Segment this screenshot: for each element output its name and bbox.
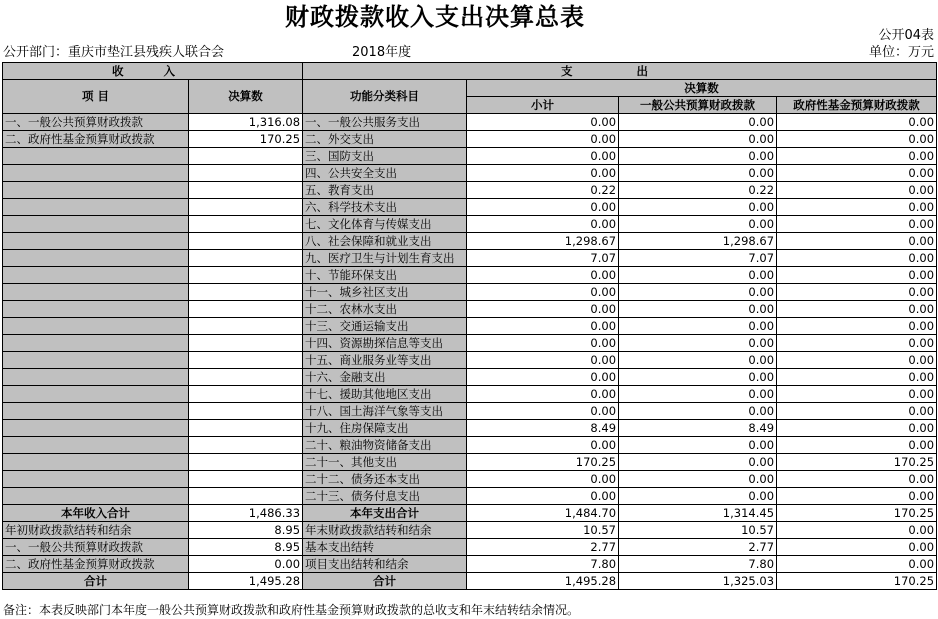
- grand-total-subtotal: 1,495.28: [467, 573, 619, 590]
- final-amount-header: 决算数: [189, 80, 303, 114]
- income-amount: 1,316.08: [189, 114, 303, 131]
- end-carryover-subtotal: 10.57: [467, 522, 619, 539]
- expense-general-budget: 0.00: [619, 437, 777, 454]
- income-item: [3, 284, 189, 301]
- table-row: [3, 199, 937, 216]
- expense-subtotal: 0.22: [467, 182, 619, 199]
- expense-category: 二十一、其他支出: [303, 454, 467, 471]
- basic-carryover-subtotal: 2.77: [467, 539, 619, 556]
- expense-category: 十三、交通运输支出: [303, 318, 467, 335]
- expense-gov-fund: 0.00: [777, 216, 937, 233]
- expense-subtotal: 0.00: [467, 386, 619, 403]
- expense-gov-fund: 0.00: [777, 182, 937, 199]
- begin-fund-value: 0.00: [189, 556, 303, 573]
- expense-gov-fund: 0.00: [777, 403, 937, 420]
- begin-fund-label: 二、政府性基金预算财政拨款: [3, 556, 189, 573]
- expense-general-budget: 0.00: [619, 369, 777, 386]
- income-item: [3, 165, 189, 182]
- expense-gov-fund: 0.00: [777, 284, 937, 301]
- expense-category: 七、文化体育与传媒支出: [303, 216, 467, 233]
- table-row: [3, 386, 937, 403]
- income-item: 一、一般公共预算财政拨款: [3, 114, 189, 131]
- expense-gov-fund: 0.00: [777, 318, 937, 335]
- expense-subtotal: 0.00: [467, 199, 619, 216]
- table-row: [3, 165, 937, 182]
- expense-general-budget: 0.00: [619, 267, 777, 284]
- year-total-row: [3, 505, 937, 522]
- project-carryover-general: 7.80: [619, 556, 777, 573]
- expense-category: 六、科学技术支出: [303, 199, 467, 216]
- expense-subtotal: 0.00: [467, 301, 619, 318]
- fiscal-year: 2018年度: [352, 45, 412, 60]
- department-label: 公开部门：重庆市垫江县残疾人联合会: [3, 45, 225, 60]
- income-item: [3, 420, 189, 437]
- expense-general-budget: 0.00: [619, 471, 777, 488]
- expense-category: 十五、商业服务业等支出: [303, 352, 467, 369]
- expense-general-budget: 0.00: [619, 284, 777, 301]
- income-item: [3, 216, 189, 233]
- expense-gov-fund: 0.00: [777, 267, 937, 284]
- table-row: [3, 284, 937, 301]
- expense-general-budget: 0.00: [619, 318, 777, 335]
- income-item: [3, 386, 189, 403]
- expense-gov-fund: 0.00: [777, 199, 937, 216]
- expense-subtotal: 0.00: [467, 488, 619, 505]
- expense-gov-fund: 0.00: [777, 369, 937, 386]
- expense-general-budget: 0.00: [619, 216, 777, 233]
- grand-total-general: 1,325.03: [619, 573, 777, 590]
- expense-subtotal: 0.00: [467, 267, 619, 284]
- expense-category: 十、节能环保支出: [303, 267, 467, 284]
- year-income-value: 1,486.33: [189, 505, 303, 522]
- expense-category: 五、教育支出: [303, 182, 467, 199]
- income-amount: [189, 420, 303, 437]
- expense-general-budget: 0.00: [619, 352, 777, 369]
- grand-total-fund: 170.25: [777, 573, 937, 590]
- income-header: 收 入: [3, 63, 303, 80]
- expense-general-budget: 1,298.67: [619, 233, 777, 250]
- expense-category: 三、国防支出: [303, 148, 467, 165]
- expense-gov-fund: 0.00: [777, 250, 937, 267]
- table-row: [3, 301, 937, 318]
- income-item: [3, 182, 189, 199]
- year-expense-general: 1,314.45: [619, 505, 777, 522]
- income-item: [3, 471, 189, 488]
- income-item: [3, 403, 189, 420]
- income-amount: [189, 182, 303, 199]
- expense-subtotal: 0.00: [467, 114, 619, 131]
- carryover-row: [3, 522, 937, 539]
- subtotal-header: 小计: [467, 97, 619, 114]
- func-category-header: 功能分类科目: [303, 80, 467, 114]
- table-row: [3, 233, 937, 250]
- expense-category: 十四、资源勘探信息等支出: [303, 335, 467, 352]
- expense-general-budget: 0.00: [619, 454, 777, 471]
- income-amount: [189, 454, 303, 471]
- general-budget-header: 一般公共预算财政拨款: [619, 97, 777, 114]
- income-amount: [189, 301, 303, 318]
- expense-gov-fund: 0.00: [777, 386, 937, 403]
- income-amount: [189, 267, 303, 284]
- expense-category: 九、医疗卫生与计划生育支出: [303, 250, 467, 267]
- year-income-label: 本年收入合计: [3, 505, 189, 522]
- income-item: [3, 318, 189, 335]
- basic-carryover-label: 基本支出结转: [303, 539, 467, 556]
- expense-category: 十八、国土海洋气象等支出: [303, 403, 467, 420]
- expense-subtotal: 0.00: [467, 216, 619, 233]
- expense-category: 四、公共安全支出: [303, 165, 467, 182]
- table-row: [3, 318, 937, 335]
- table-row: [3, 437, 937, 454]
- income-item: [3, 250, 189, 267]
- expense-gov-fund: 0.00: [777, 131, 937, 148]
- table-row: [3, 369, 937, 386]
- income-amount: [189, 199, 303, 216]
- budget-table: [2, 62, 937, 590]
- expense-gov-fund: 0.00: [777, 488, 937, 505]
- table-row: [3, 267, 937, 284]
- table-row: [3, 420, 937, 437]
- expense-gov-fund: 170.25: [777, 454, 937, 471]
- begin-carryover-label: 年初财政拨款结转和结余: [3, 522, 189, 539]
- expense-gov-fund: 0.00: [777, 114, 937, 131]
- expense-gov-fund: 0.00: [777, 420, 937, 437]
- income-item: [3, 267, 189, 284]
- expense-general-budget: 7.07: [619, 250, 777, 267]
- project-carryover-fund: 0.00: [777, 556, 937, 573]
- expense-subtotal: 0.00: [467, 437, 619, 454]
- income-amount: [189, 216, 303, 233]
- table-row: [3, 131, 937, 148]
- table-row: [3, 216, 937, 233]
- income-item: [3, 148, 189, 165]
- expense-subtotal: 7.07: [467, 250, 619, 267]
- income-item: [3, 199, 189, 216]
- expense-general-budget: 0.00: [619, 131, 777, 148]
- basic-carryover-row: [3, 539, 937, 556]
- expense-general-budget: 0.00: [619, 403, 777, 420]
- expense-general-budget: 0.00: [619, 301, 777, 318]
- income-amount: [189, 403, 303, 420]
- expense-general-budget: 0.00: [619, 386, 777, 403]
- table-row: [3, 182, 937, 199]
- table-row: [3, 471, 937, 488]
- expense-general-budget: 0.00: [619, 488, 777, 505]
- grand-total-row: [3, 573, 937, 590]
- income-amount: [189, 386, 303, 403]
- expense-subtotal: 0.00: [467, 318, 619, 335]
- income-item: 二、政府性基金预算财政拨款: [3, 131, 189, 148]
- income-item: [3, 454, 189, 471]
- income-item: [3, 369, 189, 386]
- income-item: [3, 335, 189, 352]
- expense-general-budget: 0.00: [619, 148, 777, 165]
- income-amount: [189, 284, 303, 301]
- expense-subtotal: 0.00: [467, 352, 619, 369]
- income-amount: [189, 318, 303, 335]
- expense-gov-fund: 0.00: [777, 335, 937, 352]
- income-amount: [189, 352, 303, 369]
- expense-category: 二十、粮油物资储备支出: [303, 437, 467, 454]
- expense-general-budget: 8.49: [619, 420, 777, 437]
- income-amount: [189, 369, 303, 386]
- income-amount: [189, 471, 303, 488]
- income-amount: [189, 335, 303, 352]
- project-carryover-subtotal: 7.80: [467, 556, 619, 573]
- income-amount: [189, 437, 303, 454]
- expense-subtotal: 0.00: [467, 284, 619, 301]
- grand-total-in-label: 合计: [3, 573, 189, 590]
- income-amount: [189, 233, 303, 250]
- end-carryover-label: 年末财政拨款结转和结余: [303, 522, 467, 539]
- gov-fund-header: 政府性基金预算财政拨款: [777, 97, 937, 114]
- item-header: 项 目: [3, 80, 189, 114]
- expense-category: 八、社会保障和就业支出: [303, 233, 467, 250]
- expense-gov-fund: 0.00: [777, 301, 937, 318]
- expense-general-budget: 0.22: [619, 182, 777, 199]
- basic-carryover-general: 2.77: [619, 539, 777, 556]
- expense-category: 一、一般公共服务支出: [303, 114, 467, 131]
- expense-subtotal: 8.49: [467, 420, 619, 437]
- expense-category: 二、外交支出: [303, 131, 467, 148]
- income-item: [3, 301, 189, 318]
- basic-carryover-fund: 0.00: [777, 539, 937, 556]
- expense-general-budget: 0.00: [619, 199, 777, 216]
- income-item: [3, 352, 189, 369]
- income-item: [3, 488, 189, 505]
- income-amount: [189, 148, 303, 165]
- table-row: [3, 352, 937, 369]
- income-amount: [189, 488, 303, 505]
- expense-header: 支 出: [303, 63, 937, 80]
- report-title: 财政拨款收入支出决算总表: [285, 3, 585, 31]
- footnote: 备注：本表反映部门本年度一般公共预算财政拨款和政府性基金预算财政拨款的总收支和年末结转结余情况。: [3, 603, 580, 617]
- expense-subtotal: 0.00: [467, 471, 619, 488]
- header-row-1: [3, 63, 937, 80]
- end-carryover-fund: 0.00: [777, 522, 937, 539]
- income-amount: [189, 250, 303, 267]
- final-group-header: 决算数: [467, 80, 937, 97]
- expense-gov-fund: 0.00: [777, 233, 937, 250]
- grand-total-ex-label: 合计: [303, 573, 467, 590]
- table-row: [3, 114, 937, 131]
- expense-subtotal: 1,298.67: [467, 233, 619, 250]
- table-row: [3, 250, 937, 267]
- table-row: [3, 148, 937, 165]
- expense-category: 二十二、债务还本支出: [303, 471, 467, 488]
- project-carryover-label: 项目支出结转和结余: [303, 556, 467, 573]
- expense-subtotal: 170.25: [467, 454, 619, 471]
- year-expense-label: 本年支出合计: [303, 505, 467, 522]
- expense-subtotal: 0.00: [467, 335, 619, 352]
- expense-category: 十九、住房保障支出: [303, 420, 467, 437]
- expense-gov-fund: 0.00: [777, 165, 937, 182]
- expense-general-budget: 0.00: [619, 165, 777, 182]
- table-row: [3, 454, 937, 471]
- income-amount: [189, 165, 303, 182]
- income-amount: 170.25: [189, 131, 303, 148]
- expense-gov-fund: 0.00: [777, 471, 937, 488]
- header-row-2: [3, 80, 937, 97]
- table-row: [3, 488, 937, 505]
- income-item: [3, 437, 189, 454]
- income-item: [3, 233, 189, 250]
- end-carryover-general: 10.57: [619, 522, 777, 539]
- expense-subtotal: 0.00: [467, 131, 619, 148]
- year-expense-fund: 170.25: [777, 505, 937, 522]
- expense-subtotal: 0.00: [467, 403, 619, 420]
- expense-category: 二十三、债务付息支出: [303, 488, 467, 505]
- grand-total-in-value: 1,495.28: [189, 573, 303, 590]
- form-number: 公开04表: [878, 28, 934, 43]
- expense-category: 十七、援助其他地区支出: [303, 386, 467, 403]
- table-row: [3, 335, 937, 352]
- begin-general-label: 一、一般公共预算财政拨款: [3, 539, 189, 556]
- unit-label: 单位：万元: [868, 45, 934, 60]
- expense-gov-fund: 0.00: [777, 148, 937, 165]
- expense-category: 十二、农林水支出: [303, 301, 467, 318]
- begin-general-value: 8.95: [189, 539, 303, 556]
- expense-category: 十六、金融支出: [303, 369, 467, 386]
- begin-carryover-value: 8.95: [189, 522, 303, 539]
- expense-subtotal: 0.00: [467, 148, 619, 165]
- expense-general-budget: 0.00: [619, 335, 777, 352]
- expense-general-budget: 0.00: [619, 114, 777, 131]
- expense-category: 十一、城乡社区支出: [303, 284, 467, 301]
- expense-subtotal: 0.00: [467, 165, 619, 182]
- project-carryover-row: [3, 556, 937, 573]
- year-expense-subtotal: 1,484.70: [467, 505, 619, 522]
- expense-gov-fund: 0.00: [777, 437, 937, 454]
- expense-subtotal: 0.00: [467, 369, 619, 386]
- expense-gov-fund: 0.00: [777, 352, 937, 369]
- table-row: [3, 403, 937, 420]
